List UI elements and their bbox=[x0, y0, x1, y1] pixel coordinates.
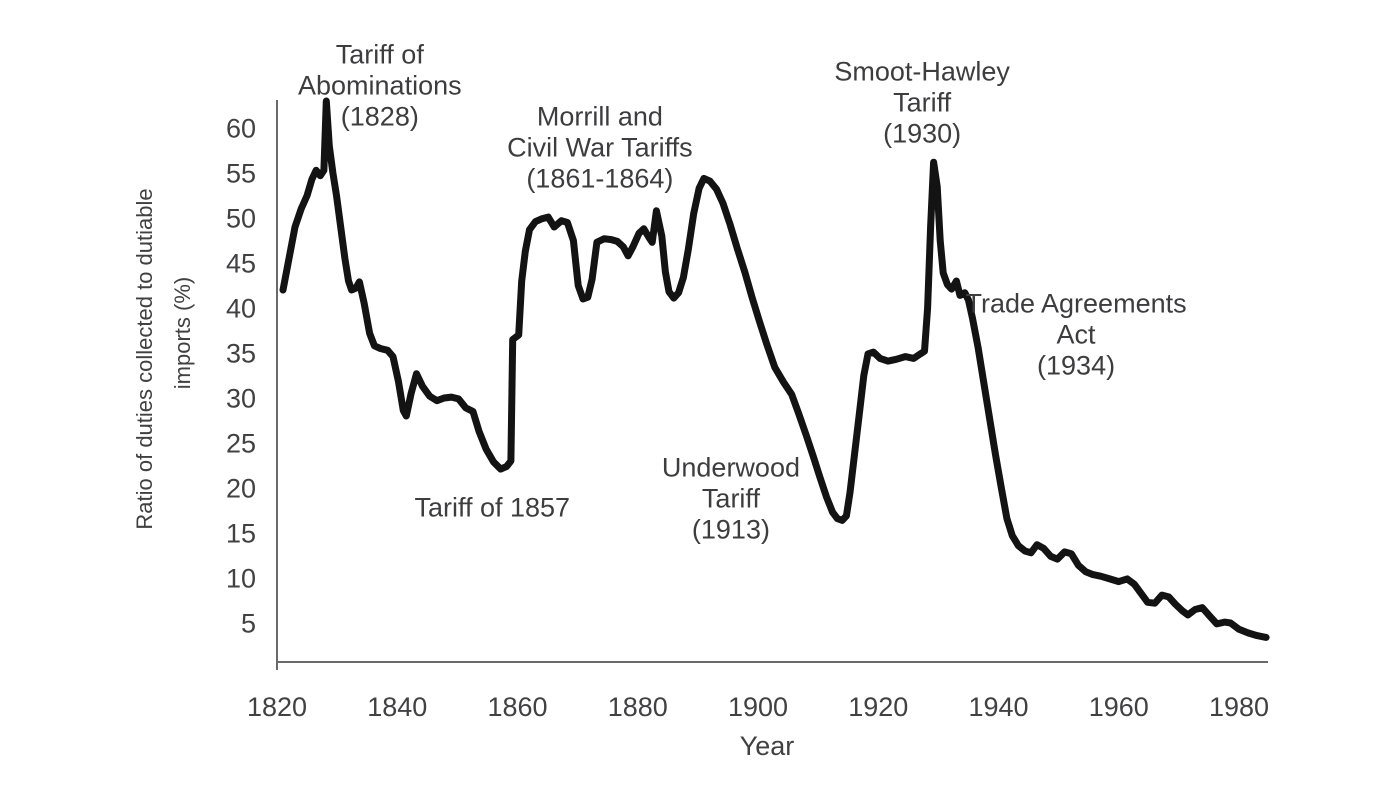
y-axis-title-line-1: Ratio of duties collected to dutiable bbox=[132, 188, 157, 530]
y-axis-title-line-2: imports (%) bbox=[170, 276, 195, 390]
annotation-tariff-of-abominations: Tariff of Abominations (1828) bbox=[298, 39, 462, 132]
annotation-underwood-tariff: Underwood Tariff (1913) bbox=[661, 452, 800, 545]
y-tick-50: 50 bbox=[225, 203, 256, 234]
x-tick-1820: 1820 bbox=[246, 692, 308, 722]
annotation-morrill-and-civil-war-tariffs: Morrill and Civil War Tariffs (1861-1864) bbox=[507, 101, 693, 194]
x-tick-1880: 1880 bbox=[607, 692, 668, 722]
y-tick-60: 60 bbox=[225, 113, 256, 144]
x-tick-1980: 1980 bbox=[1208, 692, 1270, 722]
x-tick-1920: 1920 bbox=[848, 692, 909, 722]
x-axis-title: Year bbox=[739, 731, 795, 761]
y-tick-45: 45 bbox=[225, 248, 256, 279]
annotation-tariff-of-1857: Tariff of 1857 bbox=[414, 492, 571, 523]
x-tick-1860: 1860 bbox=[487, 692, 548, 722]
y-tick-5: 5 bbox=[240, 608, 256, 639]
tariff-ratio-line bbox=[283, 101, 1266, 637]
chart-annotations bbox=[298, 39, 1187, 544]
y-tick-15: 15 bbox=[225, 518, 256, 549]
x-axis-tick-labels bbox=[247, 692, 1269, 722]
y-tick-40: 40 bbox=[225, 293, 256, 324]
y-axis-tick-labels bbox=[226, 114, 256, 639]
y-tick-25: 25 bbox=[225, 428, 256, 459]
y-tick-20: 20 bbox=[225, 473, 256, 504]
y-tick-10: 10 bbox=[225, 563, 256, 594]
x-tick-1900: 1900 bbox=[727, 692, 789, 722]
annotation-smoot-hawley-tariff: Smoot-Hawley Tariff (1930) bbox=[834, 56, 1010, 149]
x-tick-1840: 1840 bbox=[367, 692, 428, 722]
y-tick-55: 55 bbox=[225, 158, 256, 189]
annotation-trade-agreements-act: Trade Agreements Act (1934) bbox=[965, 288, 1187, 381]
x-tick-1960: 1960 bbox=[1088, 692, 1149, 722]
y-tick-30: 30 bbox=[225, 383, 256, 414]
x-tick-1940: 1940 bbox=[968, 692, 1029, 722]
y-tick-35: 35 bbox=[225, 338, 256, 369]
